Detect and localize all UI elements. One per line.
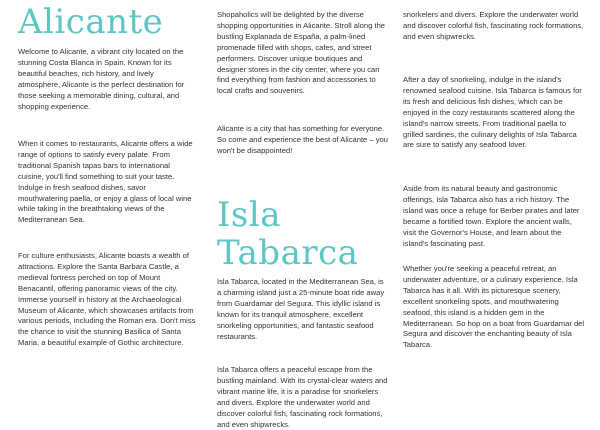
alicante-intro-paragraph: Welcome to Alicante, a vibrant city located on the stunning Costa Blanca in Spain. Known for its beautiful beaches, rich history, and lively atmosphere, Alicante is the perfect destination for those seeking a memorable dining, cultural, and shopping experience.: [18, 47, 185, 111]
isla-tabarca-heading-text: Isla Tabarca: [217, 195, 359, 273]
alicante-culture-paragraph: For culture enthusiasts, Alicante boasts a wealth of attractions. Explore the Santa Barbara Castle, a medieval fortress perched on top of Mount Benacantil, offering panoramic views of the city. Immerse yourself in history at the Archaeological Museum of Alicante, which showcases artifacts from various periods, including the Roman era. Don't miss the chance to visit the stunning Basilica of Santa Maria, a beautiful example of Gothic architecture.: [18, 251, 196, 348]
tabarca-intro-paragraph: Isla Tabarca, located in the Mediterranean Sea, is a charming island just a 25-minute boat ride away from Guardamar del Segura. This idyllic island is known for its tranquil atmosphere, excellent snorkeling opportunities, and fantastic seafood restaurants.: [217, 277, 385, 341]
alicante-shopping-paragraph: Shopaholics will be delighted by the diverse shopping opportunities in Alicante. Stroll along the bustling Explanada de España, a palm-lined promenade filled with shops, cafes, and street performers. Discover unique boutiques and designer stores in the city center, where you can find everything from fashion and accessories to local crafts and souvenirs.: [217, 10, 386, 96]
tabarca-seafood-paragraph: After a day of snorkeling, indulge in the island's renowned seafood cuisine. Isla Tabarca is famous for its fresh and delicious fish dishes, which can be enjoyed in the cozy restaurants scattered along the island's narrow streets. From traditional paella to grilled sardines, the culinary delights of Isla Tabarca are sure to satisfy any seafood lover.: [403, 75, 582, 150]
alicante-restaurants-paragraph: When it comes to restaurants, Alicante offers a wide range of options to satisfy every palate. From traditional Spanish tapas bars to international cuisine, you'll find something to suit your taste. Indulge in fresh seafood dishes, savor mouthwatering paella, or enjoy a glass of local wine while taking in the breathtaking views of the Mediterranean Sea.: [18, 139, 193, 225]
tabarca-history-paragraph: Aside from its natural beauty and gastronomic offerings, Isla Tabarca also has a rich history. The island was once a refuge for Berber pirates and later became a fortified town. Explore the ancient walls, visit the Governor's House, and learn about the island's fascinating past.: [403, 184, 580, 248]
tabarca-escape-paragraph: Isla Tabarca offers a peaceful escape from the bustling mainland. With its crystal-clear waters and vibrant marine life, it is a paradise for snorkelers and divers. Explore the underwater world and discover colorful fish, fascinating rock formations, and even shipwrecks.: [217, 365, 388, 429]
tabarca-escape-paragraph-continued: snorkelers and divers. Explore the underwater world and discover colorful fish, fascinating rock formations, and even shipwrecks.: [403, 10, 584, 41]
alicante-heading: Alicante: [18, 2, 164, 42]
isla-tabarca-heading: [217, 195, 359, 273]
tabarca-closing-paragraph: Whether you're seeking a peaceful retreat, an underwater adventure, or a culinary experience, Isla Tabarca has it all. With its picturesque scenery, excellent snorkeling spots, and mouthwatering seafood, this island is a hidden gem in the Mediterranean. So hop on a boat from Guardamar del Segura and discover the enchanting beauty of Isla Tabarca.: [403, 264, 585, 350]
alicante-closing-paragraph: Alicante is a city that has something for everyone. So come and experience the best of Alicante – you won't be disappointed!: [217, 124, 388, 155]
